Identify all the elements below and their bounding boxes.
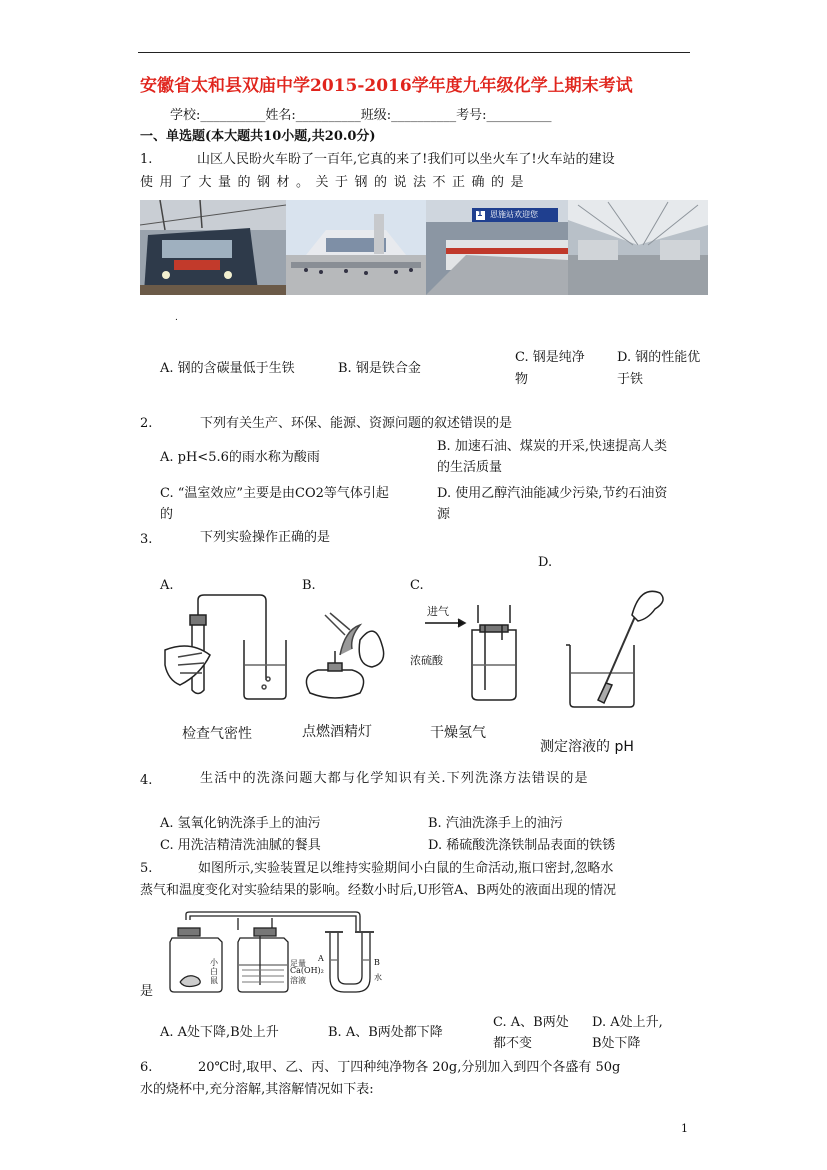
q2-option-d-line2: 源 (437, 507, 451, 522)
q5-label-enough: 足量 (290, 959, 306, 968)
student-info-line: 学校:__________姓名:__________班级:__________考号:__________ (170, 108, 552, 123)
q2-stem: 下列有关生产、环保、能源、资源问题的叙述错误的是 (200, 416, 513, 431)
q2-option-b-line2: 的生活质量 (437, 460, 503, 475)
q3-stem: 下列实验操作正确的是 (200, 530, 331, 545)
q6-number: 6. (140, 1060, 153, 1075)
q6-stem-line1: 20℃时,取甲、乙、丙、丁四种纯净物各 20g,分别加入到四个各盛有 50g (198, 1060, 621, 1075)
q3-option-b-label: B. (302, 578, 316, 593)
q1-stray-dot: . (175, 313, 178, 323)
q5-option-d-line1: D. A处上升, (592, 1015, 663, 1030)
q5-apparatus-diagram (160, 910, 400, 995)
q1-stem-line1: 山区人民盼火车盼了一百年,它真的来了!我们可以坐火车了!火车站的建设 (197, 152, 615, 167)
q3-caption-c: 干燥氢气 (430, 725, 486, 741)
photo-station-hall (568, 200, 708, 295)
q2-option-c-line1: C. “温室效应”主要是由CO2等气体引起 (160, 486, 389, 501)
q1-option-b: B. 钢是铁合金 (338, 361, 421, 376)
exam-title: 安徽省太和县双庙中学2015-2016学年度九年级化学上期末考试 (140, 76, 633, 96)
q1-option-c-line2: 物 (515, 372, 529, 387)
q3-caption-d: 测定溶液的 pH (540, 739, 634, 755)
q2-option-a: A. pH<5.6的雨水称为酸雨 (160, 450, 320, 465)
airtightness-check-diagram (165, 595, 286, 699)
photo-station-platform (426, 200, 568, 295)
q3-caption-a: 检查气密性 (182, 726, 252, 742)
q6-stem-line2: 水的烧杯中,充分溶解,其溶解情况如下表: (140, 1082, 374, 1097)
q5-stem-line2: 蒸气和温度变化对实验结果的影响。经数小时后,U形管A、B两处的液面出现的情况 (140, 883, 617, 898)
q2-option-c-line2: 的 (160, 507, 174, 522)
alcohol-lamp-diagram (306, 613, 383, 698)
q4-number: 4. (140, 773, 153, 788)
q3-caption-b: 点燃酒精灯 (302, 724, 372, 740)
q2-number: 2. (140, 416, 153, 431)
q5-option-c-line2: 都不变 (493, 1036, 533, 1051)
q5-option-d-line2: B处下降 (592, 1036, 641, 1051)
page-number: 1 (681, 1122, 688, 1135)
q5-label-caoh2: Ca(OH)₂ (290, 966, 324, 975)
q1-option-d-line1: D. 钢的性能优 (617, 350, 701, 365)
q1-number: 1. (140, 152, 153, 167)
q3-option-c-label: C. (410, 578, 424, 593)
q1-stem-line2: 使用了大量的钢材。关于钢的说法不正确的是 (140, 175, 531, 190)
q5-label-water: 水 (374, 973, 382, 982)
photo-station-exterior (286, 200, 426, 295)
ph-test-diagram (566, 591, 663, 707)
q5-label-a: A (318, 954, 324, 963)
q1-option-c-line1: C. 钢是纯净 (515, 350, 585, 365)
q5-number: 5. (140, 861, 153, 876)
q3-number: 3. (140, 532, 153, 547)
q2-option-d-line1: D. 使用乙醇汽油能减少污染,节约石油资 (437, 486, 668, 501)
q5-stem-line1: 如图所示,实验装置足以维持实验期间小白鼠的生命活动,瓶口密封,忽略水 (198, 861, 614, 876)
q5-stem-end: 是 (140, 984, 154, 999)
q4-option-b: B. 汽油洗涤手上的油污 (428, 816, 563, 831)
q3-option-a-label: A. (160, 578, 174, 593)
q1-option-a: A. 钢的含碳量低于生铁 (160, 361, 295, 376)
q5-option-b: B. A、B两处都下降 (328, 1025, 443, 1040)
q1-option-d-line2: 于铁 (617, 372, 644, 387)
q5-label-solution: 溶液 (290, 976, 306, 985)
q4-option-c: C. 用洗洁精清洗油腻的餐具 (160, 838, 321, 853)
platform-welcome-sign: 恩施站欢迎您 (490, 210, 538, 219)
q4-stem: 生活中的洗涤问题大都与化学知识有关.下列洗涤方法错误的是 (200, 771, 589, 786)
platform-track-number: 1 (477, 209, 483, 218)
q5-option-c-line1: C. A、B两处 (493, 1015, 569, 1030)
q3-label-conc-sulfuric: 浓硫酸 (410, 654, 443, 667)
q2-option-b-line1: B. 加速石油、煤炭的开采,快速提高人类 (437, 439, 667, 454)
q4-option-a: A. 氢氧化钠洗涤手上的油污 (160, 816, 321, 831)
section-heading: 一、单选题(本大题共10小题,共20.0分) (140, 129, 376, 144)
top-rule (138, 52, 690, 53)
q5-option-a: A. A处下降,B处上升 (160, 1025, 279, 1040)
q5-label-mouse: 小白鼠 (210, 958, 218, 985)
q5-label-b: B (374, 958, 380, 967)
photo-train (140, 200, 286, 295)
q3-label-gas-in: 进气 (427, 605, 449, 618)
q4-option-d: D. 稀硫酸洗涤铁制品表面的铁锈 (428, 838, 616, 853)
q3-option-d-label: D. (538, 555, 553, 570)
